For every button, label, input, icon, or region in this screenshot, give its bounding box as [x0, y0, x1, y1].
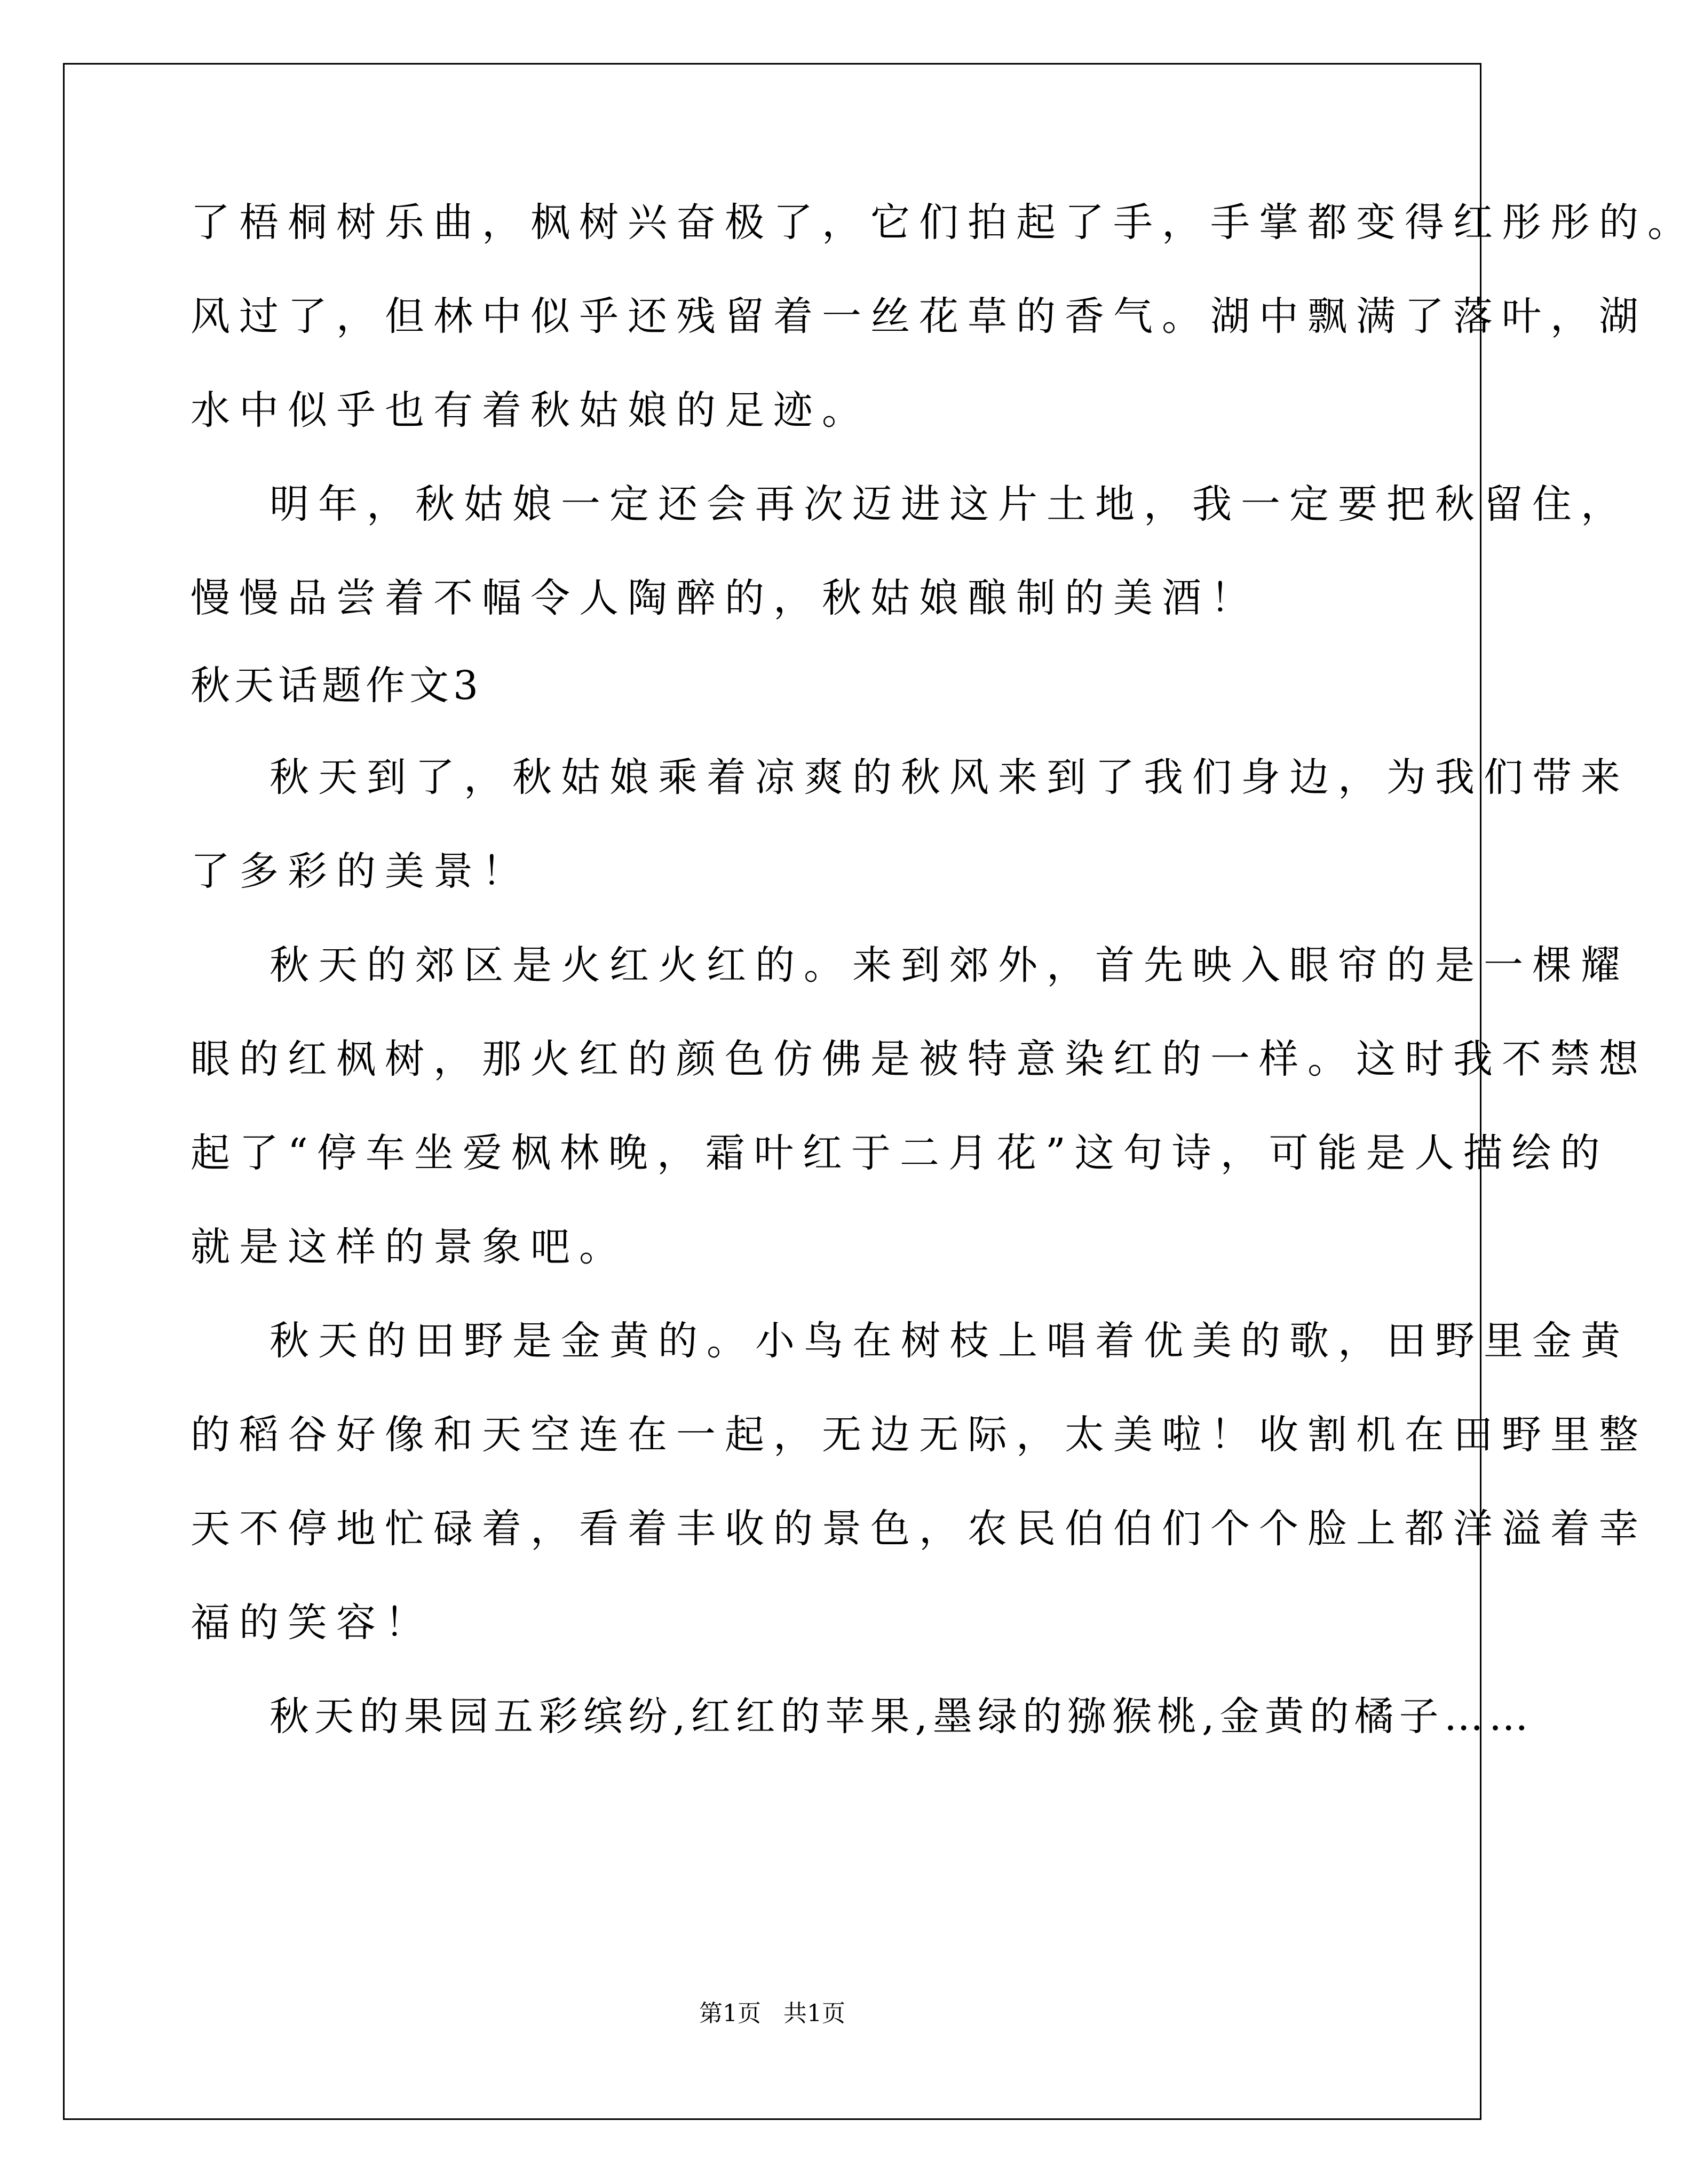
text-line: 起了“停车坐爱枫林晚，霜叶红于二月花”这句诗，可能是人描绘的	[191, 1130, 1609, 1176]
paragraph-first-line: 秋天的田野是金黄的。小鸟在树枝上唱着优美的歌，田野里金黄	[270, 1318, 1629, 1364]
text-line: 就是这样的景象吧。	[191, 1224, 628, 1270]
text-line: 的稻谷好像和天空连在一起，无边无际，太美啦！收割机在田野里整	[191, 1412, 1647, 1458]
paragraph-first-line: 秋天到了，秋姑娘乘着凉爽的秋风来到了我们身边，为我们带来	[270, 755, 1629, 800]
text-line: 水中似乎也有着秋姑娘的足迹。	[191, 387, 870, 433]
text-line: 了梧桐树乐曲，枫树兴奋极了，它们拍起了手，手掌都变得红彤彤的。	[191, 200, 1696, 245]
text-line: 慢慢品尝着不幅令人陶醉的，秋姑娘酿制的美酒！	[191, 575, 1259, 621]
paragraph-first-line: 秋天的果园五彩缤纷,红红的苹果,墨绿的猕猴桃,金黄的橘子……	[270, 1694, 1534, 1740]
text-line: 了多彩的美景！	[191, 848, 530, 894]
page-footer: 第1页 共1页	[699, 2000, 845, 2027]
text-line: 眼的红枫树，那火红的颜色仿佛是被特意染红的一样。这时我不禁想	[191, 1036, 1647, 1082]
text-line: 风过了，但林中似乎还残留着一丝花草的香气。湖中飘满了落叶，湖	[191, 293, 1647, 339]
text-line: 福的笑容！	[191, 1600, 433, 1646]
paragraph-first-line: 秋天的郊区是火红火红的。来到郊外，首先映入眼帘的是一棵耀	[270, 942, 1629, 988]
page-border	[63, 63, 1481, 2120]
section-heading: 秋天话题作文3	[191, 663, 483, 709]
paragraph-first-line: 明年，秋姑娘一定还会再次迈进这片土地，我一定要把秋留住，	[270, 481, 1629, 527]
text-line: 天不停地忙碌着，看着丰收的景色，农民伯伯们个个脸上都洋溢着幸	[191, 1506, 1647, 1552]
